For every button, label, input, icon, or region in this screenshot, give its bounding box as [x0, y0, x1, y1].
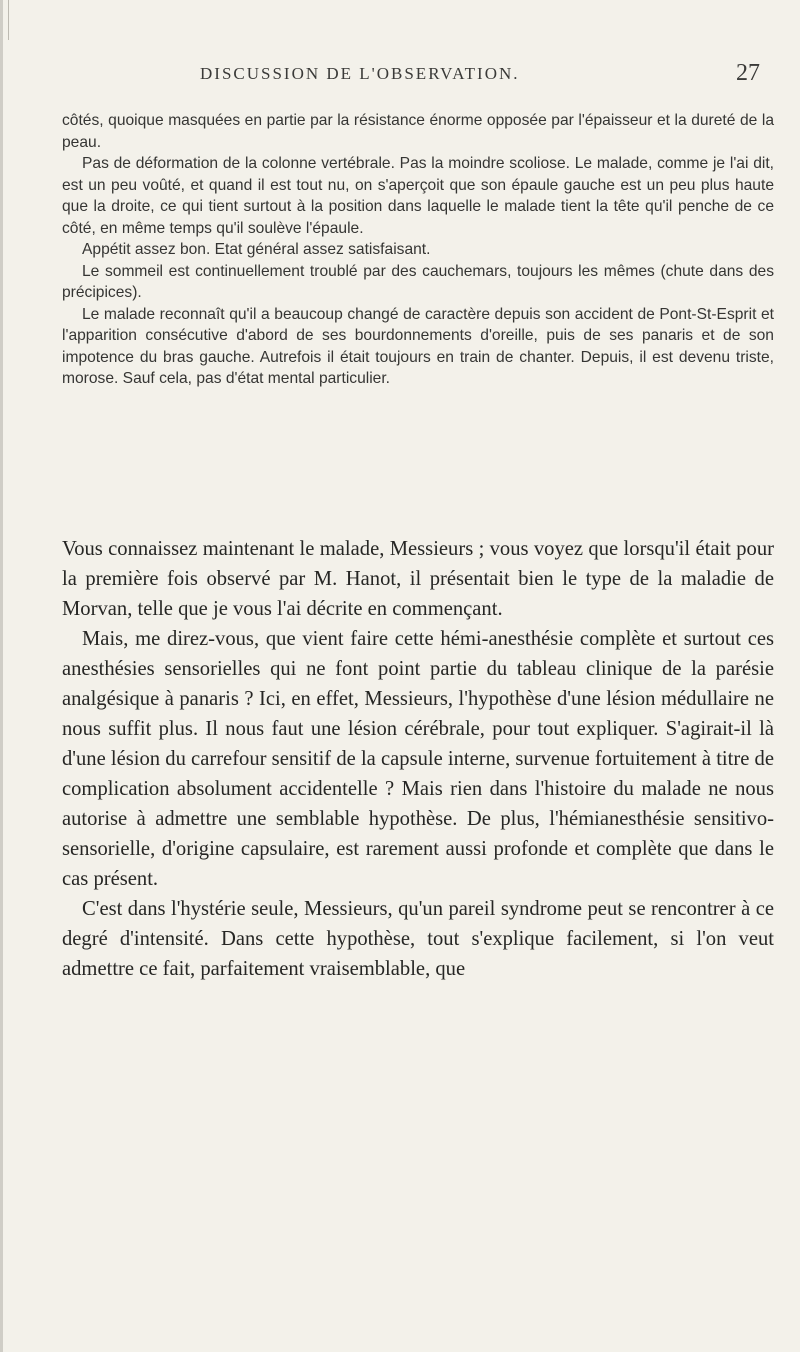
paragraph: Le sommeil est continuellement troublé par des cauchemars, toujours les mêmes (chute dans des précipices).	[62, 262, 774, 301]
paragraph: Appétit assez bon. Etat général assez satisfaisant.	[82, 241, 431, 258]
paragraph: C'est dans l'hystérie seule, Messieurs, qu'un pareil syndrome peut se rencontrer à ce degré d'intensité. Dans cette hypothèse, tout s'explique facilement, si l'on veut admettre ce fait, parfaitement vraisemblable, que	[62, 898, 774, 980]
paragraph: Pas de déformation de la colonne vertébrale. Pas la moindre scoliose. Le malade, comme je l'ai dit, est un peu voûté, et quand il est tout nu, on s'aperçoit que son épaule gauche est un peu plus haute que la droite, ce qui tient surtout à la position dans laquelle le malade tient la tête qu'il penche de ce côté, en même temps qu'il soulève l'épaule.	[62, 155, 774, 237]
page-left-edge	[0, 0, 3, 1352]
page-corner-mark	[0, 0, 9, 40]
running-head: DISCUSSION DE L'OBSERVATION.	[200, 64, 520, 83]
paragraph: Vous connaissez maintenant le malade, Messieurs ; vous voyez que lorsqu'il était pour la première fois observé par M. Hanot, il présentait bien le type de la maladie de Morvan, telle que je vous l'ai décrite en commençant.	[62, 538, 774, 620]
paragraph: côtés, quoique masquées en partie par la résistance énorme opposée par l'épaisseur et la dureté de la peau.	[62, 112, 774, 151]
paragraph: Mais, me direz-vous, que vient faire cette hémi-anesthésie complète et surtout ces anesthésies sensorielles qui ne font point partie du tableau clinique de la parésie analgésique à panaris ? Ici, en effet, Messieurs, l'hypothèse d'une lésion médullaire ne nous suffit plus. Il nous faut une lésion cérébrale, pour tout expliquer. S'agirait-il là d'une lésion du carrefour sensitif de la capsule interne, survenue fortuitement à titre de complication absolument accidentelle ? Mais rien dans l'histoire du malade ne nous autorise à admettre une semblable hypothèse. De plus, l'hémianesthésie sensitivo-sensorielle, d'origine capsulaire, est rarement aussi profonde et complète que dans le cas présent.	[62, 628, 774, 890]
lecture-text	[62, 534, 774, 984]
page-number: 27	[736, 60, 760, 86]
paragraph: Le malade reconnaît qu'il a beaucoup changé de caractère depuis son accident de Pont-St-Esprit et l'apparition consécutive d'abord de ses bourdonnements d'oreille, puis de ses panaris et de son impotence du bras gauche. Autrefois il était toujours en train de chanter. Depuis, il est devenu triste, morose. Sauf cela, pas d'état mental particulier.	[62, 305, 774, 387]
observation-notes	[62, 110, 774, 390]
page-header	[0, 60, 800, 90]
